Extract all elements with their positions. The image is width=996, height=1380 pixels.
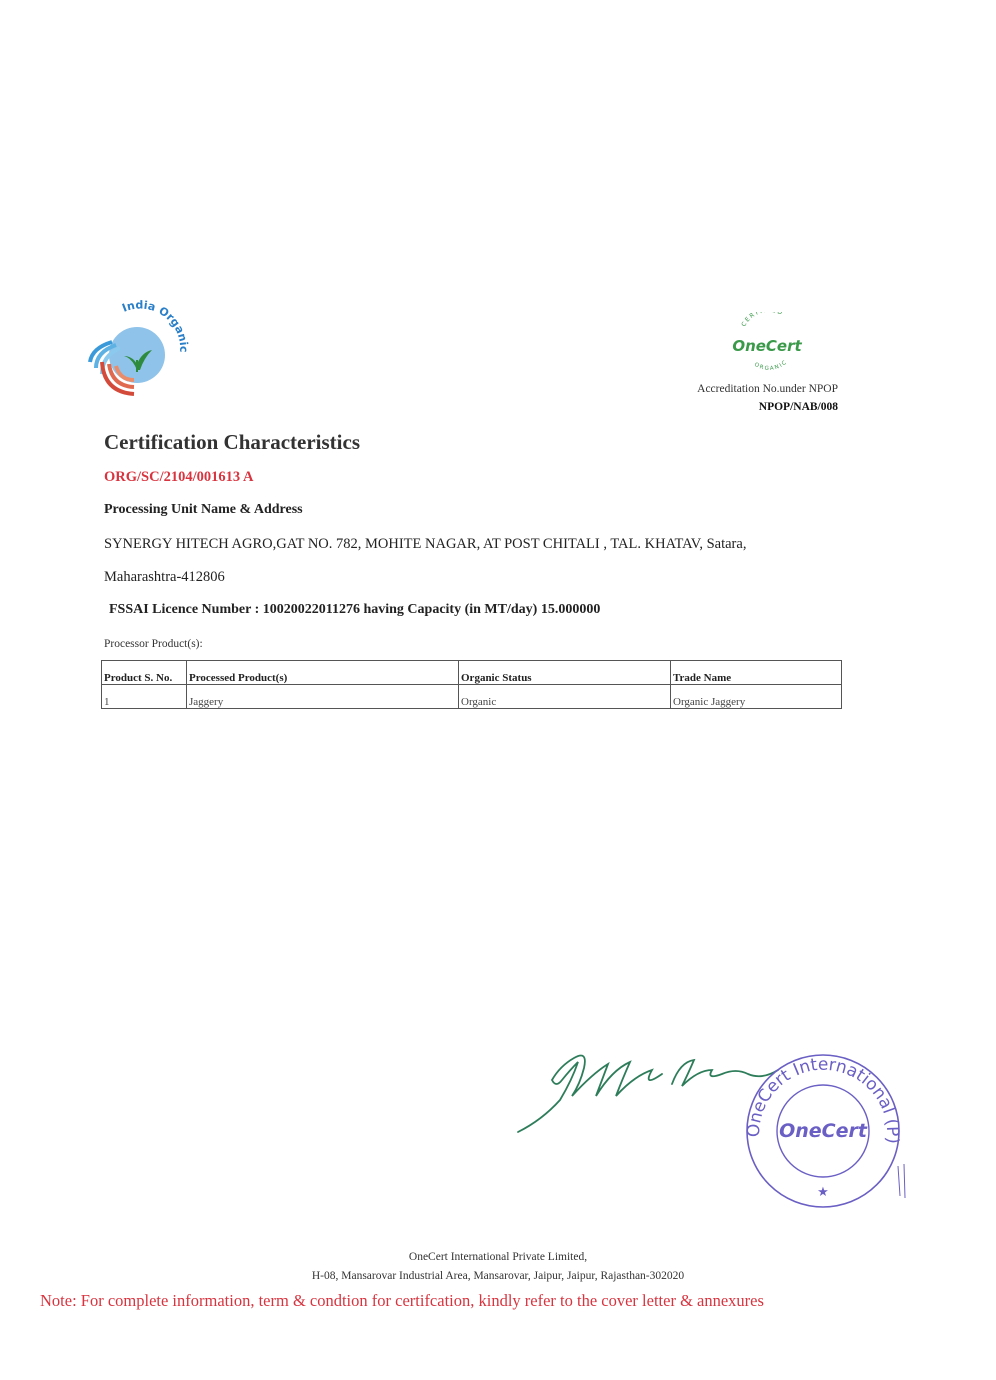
cell-trade-name: Organic Jaggery	[671, 685, 842, 709]
address-line-2: Maharashtra-412806	[104, 569, 225, 585]
cell-product-sno: 1	[102, 685, 187, 709]
svg-text:OneCert: OneCert	[779, 1120, 867, 1142]
india-organic-logo-icon	[82, 300, 192, 400]
cell-organic-status: Organic	[459, 685, 671, 709]
svg-text:OneCert: OneCert	[732, 337, 802, 355]
processing-unit-heading: Processing Unit Name & Address	[104, 502, 303, 517]
header-product-sno: Product S. No.	[102, 661, 187, 685]
footer-address: H-08, Mansarovar Industrial Area, Mansarovar, Jaipur, Jaipur, Rajasthan-302020	[311, 1270, 685, 1282]
header-organic-status: Organic Status	[459, 661, 671, 685]
cell-processed-product: Jaggery	[187, 685, 459, 709]
address-line-1: SYNERGY HITECH AGRO,GAT NO. 782, MOHITE NAGAR, AT POST CHITALI , TAL. KHATAV, Satara,	[104, 536, 747, 552]
footer-company-name: OneCert International Private Limited,	[408, 1251, 588, 1263]
onecert-seal-icon	[738, 1046, 908, 1211]
accreditation-label: Accreditation No.under NPOP	[697, 383, 838, 395]
svg-text:CERTIFIED: CERT D	[740, 312, 785, 329]
accreditation-number: NPOP/NAB/008	[758, 401, 838, 413]
onecert-certified-organic-logo-icon	[722, 312, 812, 378]
table-row	[102, 685, 842, 709]
fssai-licence-line: FSSAI Licence Number : 10020022011276 having Capacity (in MT/day) 15.000000	[109, 602, 601, 617]
products-table	[101, 660, 842, 709]
svg-text:★: ★	[817, 1185, 829, 1200]
processor-products-label: Processor Product(s):	[104, 638, 203, 650]
svg-text:OneCert International (P) Ltd.: OneCert International (P)	[743, 1054, 903, 1145]
certificate-number: ORG/SC/2104/001613 A	[104, 469, 254, 485]
footer-note: Note: For complete information, term & condtion for certifcation, kindly refer to the cover letter & annexures	[40, 1291, 764, 1310]
svg-text:ORGANIC: ORGANIC	[753, 359, 789, 373]
svg-text:India Organic: India Organic	[120, 300, 191, 353]
header-trade-name: Trade Name	[671, 661, 842, 685]
page-title: Certification Characteristics	[104, 430, 360, 454]
header-processed-product: Processed Product(s)	[187, 661, 459, 685]
table-header-row	[102, 661, 842, 685]
